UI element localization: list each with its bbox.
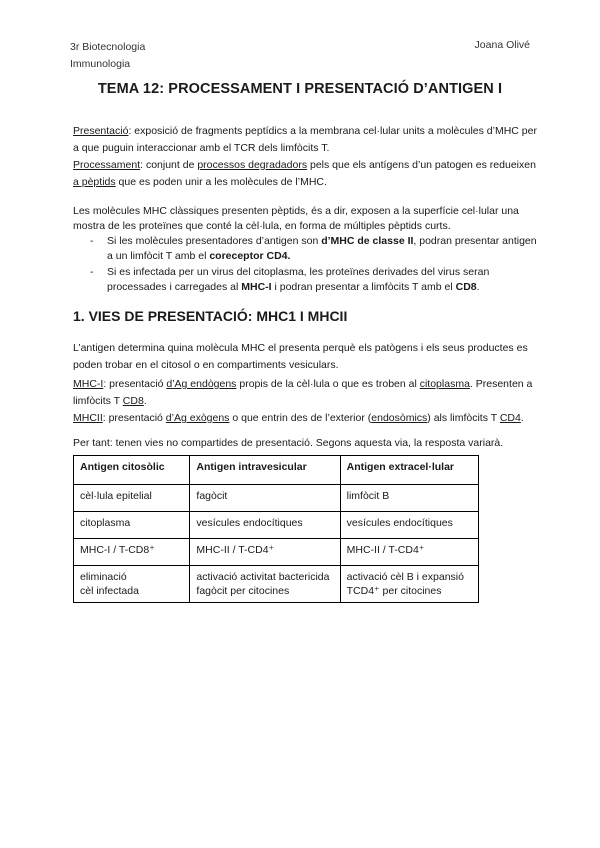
header-course: 3r Biotecnologia bbox=[70, 41, 146, 53]
definition-processament: Processament: conjunt de processos degradadors pels que els antígens d’un patogen es redueixen a pèptids que es poden unir a les molècules de l’MHC. bbox=[73, 159, 536, 188]
table-cell: citoplasma bbox=[74, 512, 190, 539]
table-header: Antigen citosòlic bbox=[74, 456, 190, 485]
intro-bullets bbox=[90, 234, 540, 296]
mhc2-definition: MHCII: presentació d’Ag exògens o que entrin des de l’exterior (endosòmics) als limfòcits T CD4. bbox=[73, 412, 524, 424]
table-row bbox=[74, 512, 479, 539]
table-header: Antigen intravesicular bbox=[190, 456, 340, 485]
bullet-mhc1: - Si es infectada per un virus del citoplasma, les proteïnes derivades del virus seran processades i carregades al MHC-I i podran presentar a limfòcits T amb el CD8. bbox=[90, 265, 540, 294]
intro-paragraph: Les molècules MHC clàssiques presenten pèptids, és a dir, exposen a la superfície cel·lular una mostra de les proteïnes que conté la cèl·lula, en forma de múltiples pèptids curts. bbox=[73, 205, 519, 232]
table-cell: limfòcit B bbox=[340, 485, 478, 512]
definition-presentacio: Presentació: exposició de fragments peptídics a la membrana cel·lular units a molècules d’MHC per a que puguin interaccionar amb el TCR dels limfòcits T. bbox=[73, 125, 537, 154]
table-row bbox=[74, 566, 479, 603]
table-cell: fagòcit bbox=[190, 485, 340, 512]
summary-text: Per tant: tenen vies no compartides de presentació. Segons aquesta via, la resposta variarà. bbox=[73, 437, 504, 449]
header-subject: Immunologia bbox=[70, 58, 131, 70]
term-presentacio: Presentació bbox=[73, 125, 129, 137]
header-left bbox=[70, 39, 145, 73]
table-cell: eliminació cèl infectada bbox=[74, 566, 190, 603]
table-header: Antigen extracel·lular bbox=[340, 456, 478, 485]
table-cell: MHC-II / T-CD4⁺ bbox=[190, 539, 340, 566]
section-paragraph: L’antigen determina quina molècula MHC el presenta perquè els patògens i els seus productes es poden trobar en el citosol o en compartiments vesiculars. bbox=[73, 342, 528, 371]
table-cell: activació activitat bactericida fagòcit per citocines bbox=[190, 566, 340, 603]
table-cell: MHC-II / T-CD4⁺ bbox=[340, 539, 478, 566]
header-author: Joana Olivé bbox=[474, 39, 530, 51]
definitions-block bbox=[73, 123, 543, 191]
antigen-table bbox=[73, 455, 479, 603]
table-cell: activació cèl B i expansió TCD4⁺ per citocines bbox=[340, 566, 478, 603]
table-row bbox=[74, 485, 479, 512]
term-processament: Processament bbox=[73, 159, 141, 171]
table-row bbox=[74, 539, 479, 566]
table-cell: vesícules endocítiques bbox=[340, 512, 478, 539]
mhc-definitions bbox=[73, 376, 543, 427]
section-heading: 1. VIES DE PRESENTACIÓ: MHC1 I MHCII bbox=[73, 308, 348, 324]
page-title: TEMA 12: PROCESSAMENT I PRESENTACIÓ D’ANTIGEN I bbox=[97, 81, 503, 97]
table-cell: cèl·lula epitelial bbox=[74, 485, 190, 512]
bullet-mhc2: - Si les molècules presentadores d’antigen son d’MHC de classe II, podran presentar antigen a un limfòcit T amb el coreceptor CD4. bbox=[90, 234, 540, 263]
table-cell: MHC-I / T-CD8⁺ bbox=[74, 539, 190, 566]
table-header-row bbox=[74, 456, 479, 485]
table-cell: vesícules endocítiques bbox=[190, 512, 340, 539]
mhc1-definition: MHC-I: presentació d’Ag endògens propis de la cèl·lula o que es troben al citoplasma. Presenten a limfòcits T CD8. bbox=[73, 378, 533, 407]
